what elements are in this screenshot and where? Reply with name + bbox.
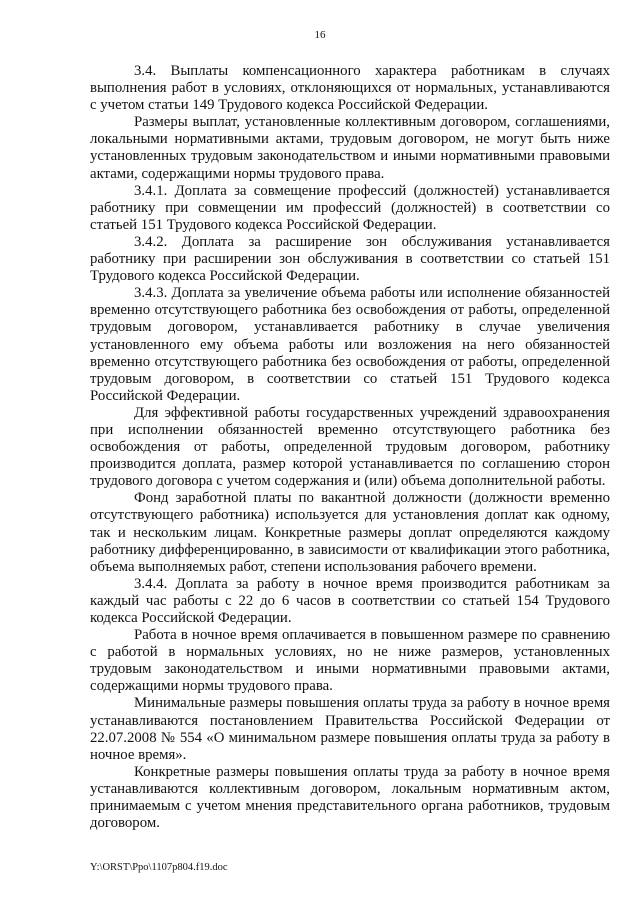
paragraph-3-4-4: 3.4.4. Доплата за работу в ночное время производится работникам за каждый час работы с 22 до 6 часов в соответствии со статьей 154 Трудового кодекса Российской Федерации.	[90, 575, 610, 626]
paragraph-3-4: 3.4. Выплаты компенсационного характера работникам в случаях выполнения работ в условиях, отклоняющихся от нормальных, устанавливаются с учетом статьи 149 Трудового кодекса Российской Федерации.	[90, 63, 610, 114]
file-path-footer: Y:\ORST\Ppo\1107p804.f19.doc	[90, 862, 228, 873]
paragraph-3-4-1: 3.4.1. Доплата за совмещение профессий (должностей) устанавливается работнику при совмещении им профессий (должностей) в соответствии со статьей 151 Трудового кодекса Российской Федерации.	[90, 182, 610, 233]
paragraph-minimum-increase: Минимальные размеры повышения оплаты труда за работу в ночное время устанавливаются постановлением Правительства Российской Федерации от 22.07.2008 № 554 «О минимальном размере повышения оплаты труда за работу в ночное время».	[90, 695, 610, 763]
paragraph-healthcare-surcharge: Для эффективной работы государственных учреждений здравоохранения при исполнении обязанностей временно отсутствующего работника без освобождения от работы, определенной трудовым договором, работнику производится доплата, размер которой устанавливается по соглашению сторон трудового договора с учетом содержания и (или) объема дополнительной работы.	[90, 404, 610, 490]
paragraph-payment-sizes: Размеры выплат, установленные коллективным договором, соглашениями, локальными нормативными актами, трудовым договором, не могут быть ниже установленных трудовым законодательством и иными нормативными правовыми актами, содержащими нормы трудового права.	[90, 114, 610, 182]
paragraph-3-4-3: 3.4.3. Доплата за увеличение объема работы или исполнение обязанностей временно отсутствующего работника без освобождения от работы, определенной трудовым договором, устанавливается работнику в случае увеличения установленного ему объема работы или возложения на него обязанностей временно отсутствующего работника без освобождения от работы, определенной трудовым договором, в соответствии со статьей 151 Трудового кодекса Российской Федерации.	[90, 285, 610, 404]
paragraph-night-work-pay: Работа в ночное время оплачивается в повышенном размере по сравнению с работой в нормальных условиях, но не ниже размеров, установленных трудовым законодательством и иными нормативными правовыми актами, содержащими нормы трудового права.	[90, 627, 610, 695]
paragraph-3-4-2: 3.4.2. Доплата за расширение зон обслуживания устанавливается работнику при расширении зон обслуживания в соответствии со статьей 151 Трудового кодекса Российской Федерации.	[90, 233, 610, 285]
page-number: 16	[314, 29, 326, 41]
paragraph-payroll-fund: Фонд заработной платы по вакантной должности (должности временно отсутствующего работника) используется для установления доплат как одному, так и нескольким лицам. Конкретные размеры доплат определяются каждому работнику дифференцированно, в зависимости от квалификации этого работника, объема выполняемых работ, степени использования рабочего времени.	[90, 490, 610, 575]
document-body	[90, 63, 610, 832]
paragraph-specific-increase: Конкретные размеры повышения оплаты труда за работу в ночное время устанавливаются коллективным договором, локальным нормативным актом, принимаемым с учетом мнения представительного органа работников, трудовым договором.	[90, 763, 610, 832]
